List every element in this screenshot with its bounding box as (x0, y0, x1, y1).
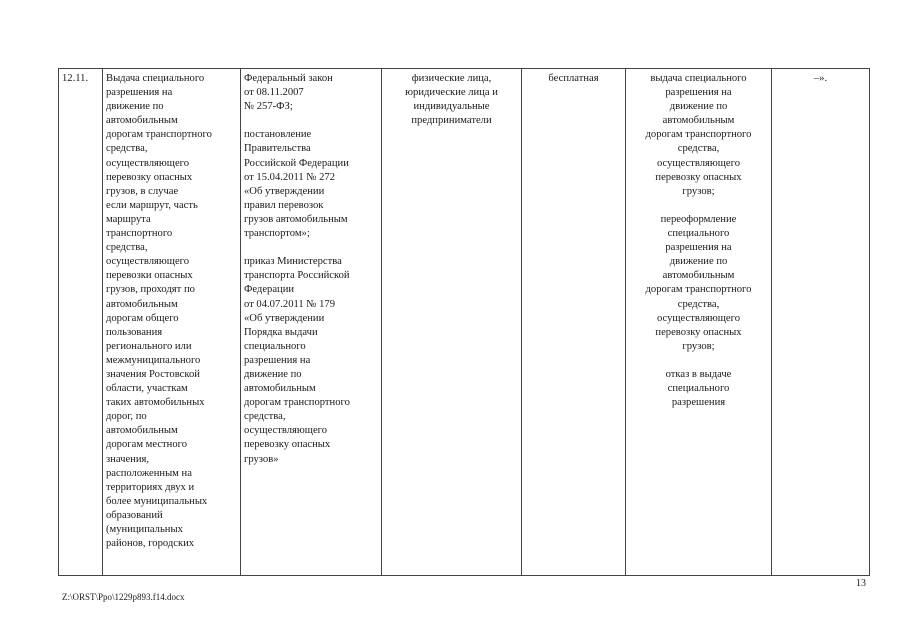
page-number: 13 (856, 578, 866, 589)
table-row (59, 69, 870, 576)
services-table (58, 68, 870, 576)
result-cell: выдача специального разрешения на движение по автомобильным дорогам транспортного средства, осуществляющего перевозку опасных грузов; переоформление специального разрешения на движение по автомобильным дорогам транспортного средства, осуществляющего перевозку опасных грузов; отказ в выдаче специального разрешения (626, 69, 772, 576)
service-name-cell: Выдача специального разрешения на движение по автомобильным дорогам транспортного средства, осуществляющего перевозку опасных грузов, в случае если маршрут, часть маршрута транспортного средства, осуществляющего перевозки опасных грузов, проходят по автомобильным дорогам общего пользования регионального или межмуниципального значения Ростовской области, участкам таких автомобильных дорог, по автомобильным дорогам местного значения, расположенным на территориях двух и более муниципальных образований (муниципальных районов, городских (103, 69, 241, 576)
applicants-cell: физические лица, юридические лица и индивидуальные предприниматели (382, 69, 522, 576)
row-number-cell: 12.11. (59, 69, 103, 576)
footer-file-path: Z:\ORST\Ppo\1229p893.f14.docx (62, 592, 185, 602)
last-column-cell: –». (772, 69, 870, 576)
fee-cell: бесплатная (522, 69, 626, 576)
legal-basis-cell: Федеральный закон от 08.11.2007 № 257-ФЗ; постановление Правительства Российской Федерации от 15.04.2011 № 272 «Об утверждении правил перевозок грузов автомобильным транспортом»; приказ Министерства транспорта Российской Федерации от 04.07.2011 № 179 «Об утверждении Порядка выдачи специального разрешения на движение по автомобильным дорогам транспортного средства, осуществляющего перевозку опасных грузов» (241, 69, 382, 576)
